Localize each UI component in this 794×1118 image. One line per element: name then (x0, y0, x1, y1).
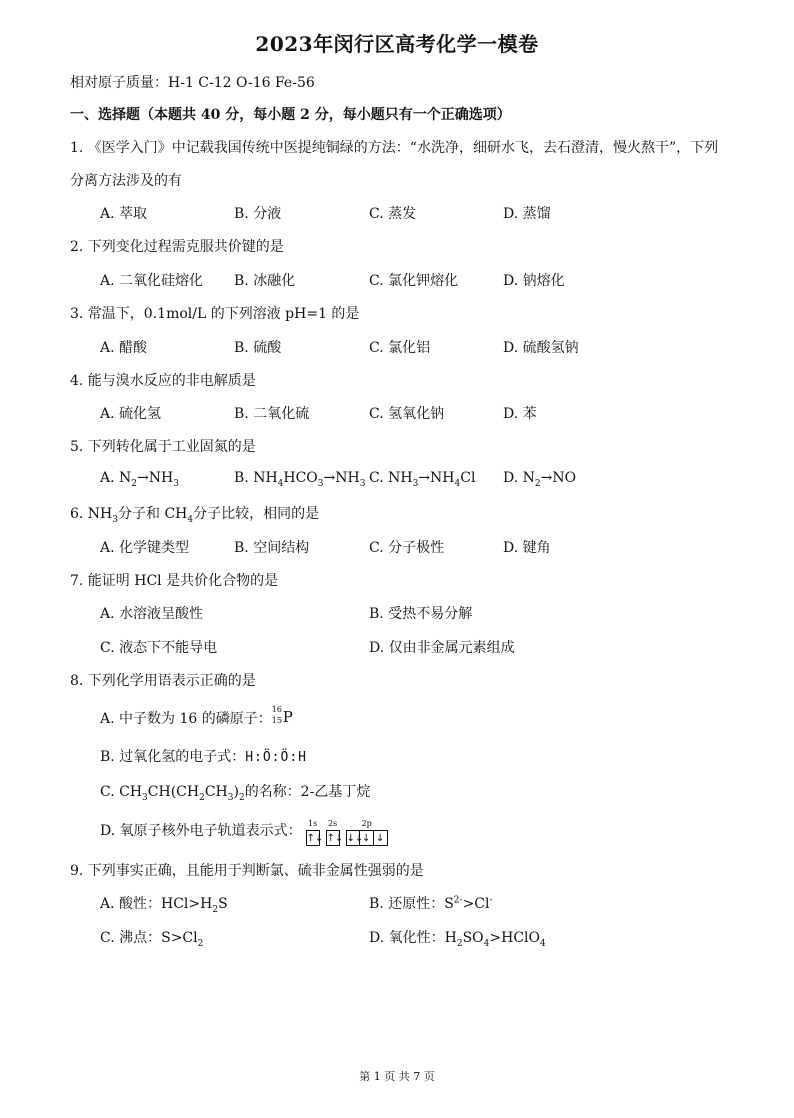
question-4-option-a: A. 硫化氢 (100, 406, 162, 422)
q9d-p3: >HClO (489, 930, 540, 946)
question-4-stem: 4. 能与溴水反应的非电解质是 (70, 373, 256, 389)
q5b-part1: B. NH (234, 470, 278, 486)
q9a-p1: A. 酸性：HCl>H (100, 896, 213, 912)
q5c-part1: C. NH (369, 470, 413, 486)
q6-sub1: 3 (112, 514, 119, 525)
q8c-p4: ) (233, 784, 239, 800)
q8a-text: A. 中子数为 16 的磷原子： (100, 711, 272, 727)
q5b-arrow: → (323, 470, 336, 486)
q6-stem-c: 分子比较，相同的是 (193, 506, 320, 522)
q9b-sup2: - (489, 895, 493, 906)
question-3-option-a: A. 醋酸 (100, 340, 148, 356)
q5a-sub1: 2 (131, 478, 137, 489)
section-header: 一、选择题（本题共 40 分，每小题 2 分，每小题只有一个正确选项） (70, 107, 511, 123)
q5d-part1: D. N (503, 470, 535, 486)
q8c-s2: 2 (199, 792, 205, 803)
q6-stem-a: 6. NH (70, 506, 113, 522)
q9a-s1: 2 (212, 904, 219, 915)
q5a-part1: A. N (100, 470, 132, 486)
question-5-option-a (100, 470, 179, 489)
q8d-text: D. 氧原子核外电子轨道表示式： (100, 823, 302, 839)
q9b-sup1: 2- (453, 895, 463, 906)
q5a-part2: NH (148, 470, 174, 486)
q9c-p1: C. 沸点：S>Cl (100, 930, 198, 946)
q5a-sub2: 3 (173, 478, 179, 489)
q9c-s1: 2 (197, 938, 204, 949)
q9d-p2: SO (462, 930, 484, 946)
question-7-option-b: B. 受热不易分解 (369, 606, 473, 622)
q8c-s3: 3 (227, 792, 234, 803)
exam-title: 2023年闵行区高考化学一模卷 (255, 32, 539, 56)
question-7-option-d: D. 仅由非金属元素组成 (369, 640, 515, 656)
q5b-sub2: 3 (317, 478, 324, 489)
orbital-box: ↓↓ (346, 830, 360, 846)
q5b-part2: HCO (283, 470, 318, 486)
question-6-option-a: A. 化学键类型 (100, 540, 190, 556)
oxygen-orbital-diagram (306, 819, 388, 846)
q6-stem-b: 分子和 CH (118, 506, 188, 522)
orbital-2s (326, 819, 344, 846)
question-6-option-d: D. 键角 (503, 540, 551, 556)
question-3-option-c: C. 氯化铝 (369, 340, 431, 356)
question-1-stem-line2: 分离方法涉及的有 (70, 173, 182, 189)
question-5-option-d (503, 470, 577, 489)
q9d-s1: 2 (456, 938, 463, 949)
question-8-stem: 8. 下列化学用语表示正确的是 (70, 673, 256, 689)
question-1-stem-line1: 1. 《医学入门》中记载我国传统中医提纯铜绿的方法：“水洗净，细研水飞，去石澄清，慢火熬干”，下列 (70, 140, 719, 156)
q5c-part3: Cl (460, 470, 476, 486)
q8c-p2: CH(CH (147, 784, 200, 800)
orbital-label-2s: 2s (328, 819, 338, 828)
question-4-option-d: D. 苯 (503, 406, 537, 422)
question-4-option-c: C. 氢氧化钠 (369, 406, 445, 422)
isotope-mass-number: 16 (271, 705, 282, 714)
question-1-option-a: A. 萃取 (100, 206, 148, 222)
q8c-p5: 的名称：2-乙基丁烷 (244, 784, 371, 800)
question-6-stem (70, 503, 319, 523)
orbital-label-2p: 2p (361, 819, 372, 828)
orbital-label-1s: 1s (308, 819, 318, 828)
atomic-masses: 相对原子质量：H-1 C-12 O-16 Fe-56 (70, 75, 315, 91)
orbital-1s (306, 819, 324, 846)
question-9-option-d (369, 927, 546, 947)
q9d-s3: 4 (540, 938, 546, 949)
question-9-stem: 9. 下列事实正确，且能用于判断氯、硫非金属性强弱的是 (70, 863, 424, 879)
q9a-p2: S (218, 896, 228, 912)
q5d-part2: NO (552, 470, 577, 486)
orbital-box: ↑↓ (326, 830, 340, 846)
orbital-2p (346, 819, 388, 846)
q5a-arrow: → (137, 470, 149, 486)
q5d-arrow: → (540, 470, 553, 486)
phosphorus-isotope-symbol (271, 705, 296, 726)
question-3-stem: 3. 常温下，0.1mol/L 的下列溶液 pH=1 的是 (70, 306, 360, 322)
q9d-s2: 4 (483, 938, 490, 949)
question-9-option-a (100, 893, 228, 913)
q9b-p2: >Cl (462, 896, 490, 912)
isotope-element: P (282, 708, 293, 726)
q8c-p1: C. CH (100, 784, 143, 800)
q5c-arrow: → (418, 470, 431, 486)
question-4-option-b: B. 二氧化硫 (234, 406, 310, 422)
question-7-option-a: A. 水溶液呈酸性 (100, 606, 204, 622)
question-5-stem: 5. 下列转化属于工业固氮的是 (70, 439, 256, 455)
q9d-p1: D. 氧化性：H (369, 930, 457, 946)
q8b-text: B. 过氧化氢的电子式： (100, 749, 246, 765)
question-1-option-b: B. 分液 (234, 206, 282, 222)
question-3-option-b: B. 硫酸 (234, 340, 282, 356)
q5c-part2: NH (430, 470, 455, 486)
q8c-p3: CH (204, 784, 228, 800)
question-2-option-b: B. 冰融化 (234, 273, 296, 289)
page-footer: 第 1 页 共 7 页 (359, 1070, 435, 1083)
q8c-s4: 2 (238, 792, 245, 803)
question-1-option-c: C. 蒸发 (369, 206, 417, 222)
question-8-option-b (100, 746, 307, 766)
question-6-option-b: B. 空间结构 (234, 540, 310, 556)
q5d-sub1: 2 (534, 478, 541, 489)
question-8-option-c (100, 781, 370, 801)
q5c-sub1: 3 (412, 478, 419, 489)
q8c-s1: 3 (142, 792, 148, 803)
orbital-box: ↓ (374, 830, 388, 846)
question-7-option-c: C. 液态下不能导电 (100, 640, 218, 656)
isotope-atomic-number: 15 (271, 716, 282, 725)
q5b-sub1: 4 (277, 478, 284, 489)
q5b-sub3: 3 (359, 478, 366, 489)
q9b-p1: B. 还原性：S (369, 896, 454, 912)
h2o2-electron-formula: H:Ö:Ö:H (245, 750, 307, 765)
question-8-option-d (100, 820, 388, 846)
question-5-option-c (369, 470, 476, 489)
question-2-option-a: A. 二氧化硅熔化 (100, 273, 204, 289)
question-2-option-c: C. 氯化钾熔化 (369, 273, 459, 289)
question-2-stem: 2. 下列变化过程需克服共价键的是 (70, 239, 284, 255)
question-3-option-d: D. 硫酸氢钠 (503, 340, 579, 356)
q6-sub2: 4 (187, 514, 194, 525)
q5c-sub2: 4 (454, 478, 461, 489)
q5b-part3: NH (335, 470, 360, 486)
question-8-option-a (100, 705, 296, 728)
question-7-stem: 7. 能证明 HCl 是共价化合物的是 (70, 573, 279, 589)
question-9-option-c (100, 927, 203, 947)
orbital-box: ↓ (360, 830, 374, 846)
question-2-option-d: D. 钠熔化 (503, 273, 565, 289)
question-6-option-c: C. 分子极性 (369, 540, 445, 556)
orbital-box: ↑↓ (306, 830, 320, 846)
question-5-option-b (234, 470, 366, 489)
question-9-option-b (369, 893, 493, 913)
question-1-option-d: D. 蒸馏 (503, 206, 551, 222)
